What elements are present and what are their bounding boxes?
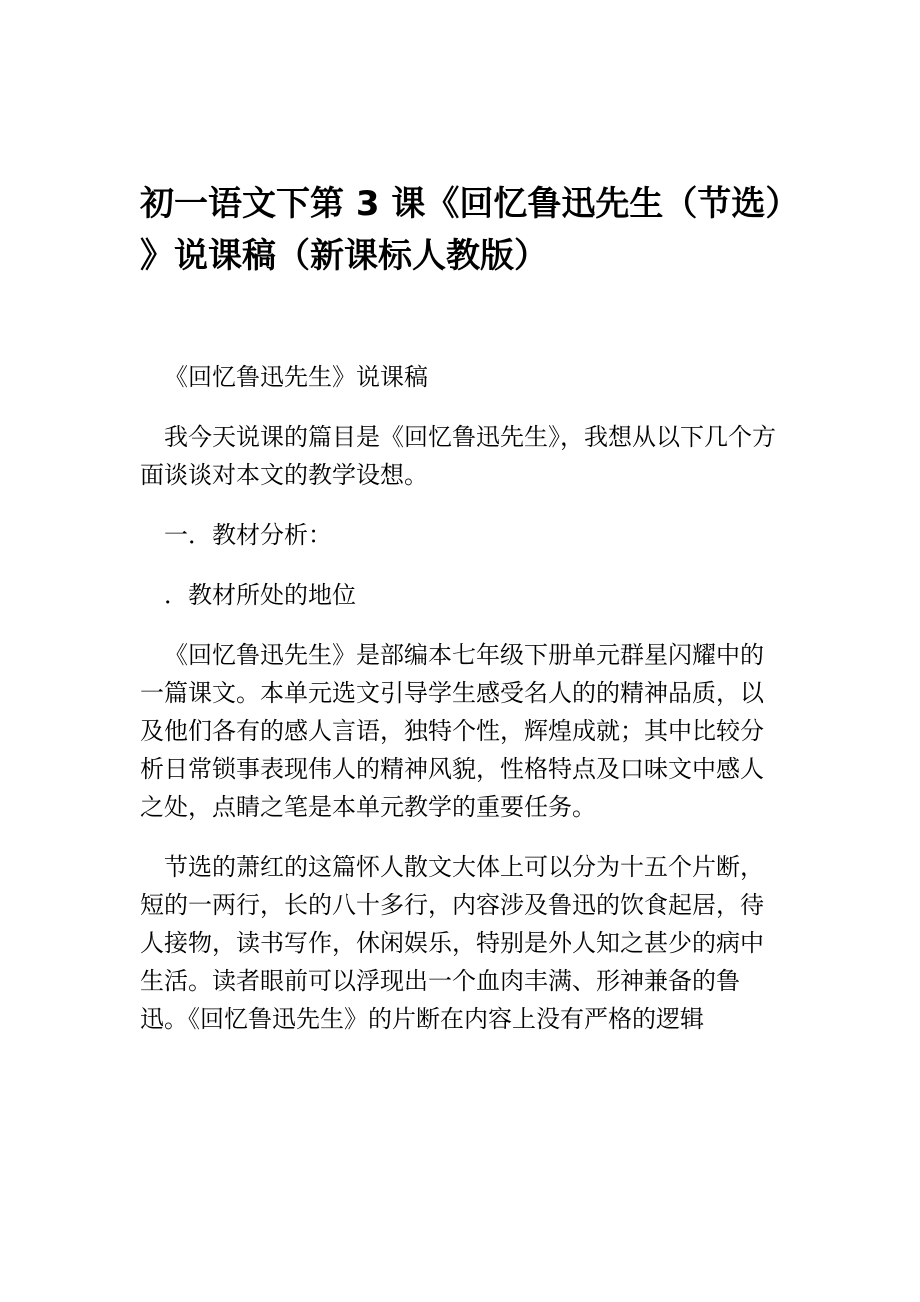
intro-paragraph: 我今天说课的篇目是《回忆鲁迅先生》，我想从以下几个方面谈谈对本文的教学设想。 xyxy=(140,423,776,489)
title-line-2: 》说课稿（新课标人教版） xyxy=(140,236,548,276)
position-paragraph: 《回忆鲁迅先生》是部编本七年级下册单元群星闪耀中的一篇课文。本单元选文引导学生感受名人的的精神品质，以及他们各有的感人言语，独特个性，辉煌成就；其中比较分析日常锁事表现伟人的精神风貌，性格特点及口味文中感人之处，点睛之笔是本单元教学的重要任务。 xyxy=(140,641,764,821)
document-title xyxy=(140,178,820,282)
lecture-heading: 《回忆鲁迅先生》说课稿 xyxy=(164,363,428,391)
section-heading-material-analysis: 一．教材分析： xyxy=(164,521,332,549)
content-paragraph: 节选的萧红的这篇怀人散文大体上可以分为十五个片断，短的一两行，长的八十多行，内容涉及鲁迅的饮食起居，待人接物，读书写作，休闲娱乐，特别是外人知之甚少的病中生活。读者眼前可以浮现出一个血肉丰满、形神兼备的鲁迅。《回忆鲁迅先生》的片断在内容上没有严格的逻辑 xyxy=(140,853,764,1033)
subsection-heading-position: ．教材所处的地位 xyxy=(164,581,356,609)
document-body xyxy=(140,358,780,1060)
title-line-1: 初一语文下第 3 课《回忆鲁迅先生（节选） xyxy=(140,184,800,224)
